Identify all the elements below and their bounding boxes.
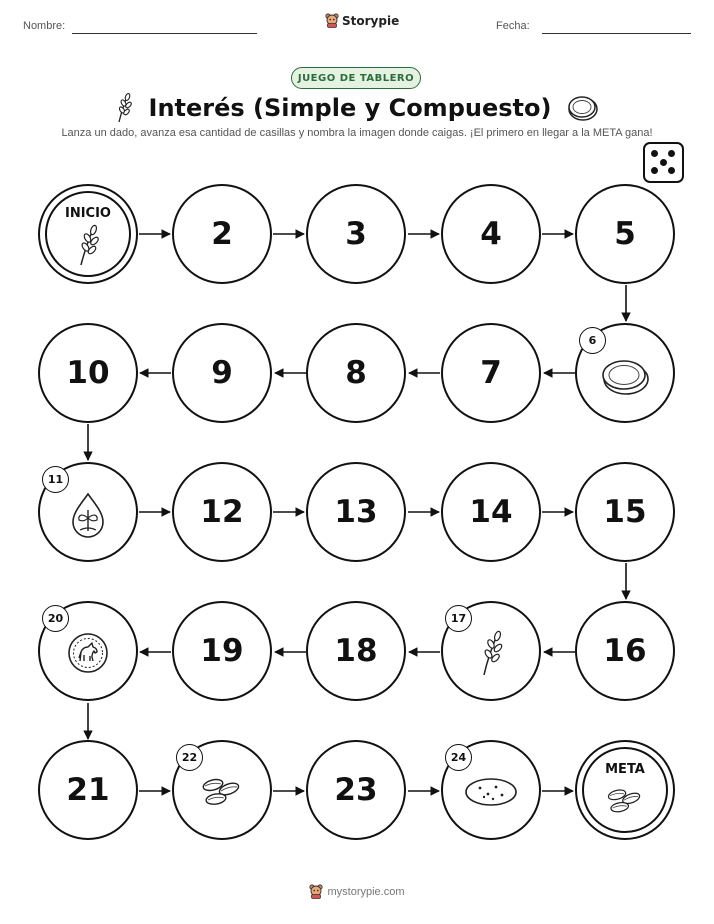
- space-number-tag: 6: [579, 327, 606, 354]
- space-number: 18: [334, 633, 378, 669]
- board-space-23[interactable]: [306, 740, 406, 840]
- board-space-8[interactable]: [306, 323, 406, 423]
- space-number: 2: [211, 216, 233, 252]
- board-space-19[interactable]: [172, 601, 272, 701]
- board-space-5[interactable]: [575, 184, 675, 284]
- page-title: Interés (Simple y Compuesto): [148, 94, 552, 122]
- board-space-11[interactable]: [38, 462, 138, 562]
- space-number: 9: [211, 355, 233, 391]
- space-number: 10: [66, 355, 110, 391]
- bread-icon: [463, 774, 519, 810]
- board-space-16[interactable]: [575, 601, 675, 701]
- goal-label: META: [605, 762, 645, 777]
- space-number-tag: 20: [42, 605, 69, 632]
- space-number: 15: [603, 494, 647, 530]
- board-space-9[interactable]: [172, 323, 272, 423]
- brand-name: Storypie: [342, 13, 400, 28]
- board-space-18[interactable]: [306, 601, 406, 701]
- board-space-12[interactable]: [172, 462, 272, 562]
- space-number: 12: [200, 494, 244, 530]
- wheat-icon: [476, 629, 506, 677]
- board-space-13[interactable]: [306, 462, 406, 562]
- board-space-2[interactable]: [172, 184, 272, 284]
- board-space-15[interactable]: [575, 462, 675, 562]
- horse-coin-icon: [66, 631, 110, 675]
- space-number-tag: 17: [445, 605, 472, 632]
- board-space-21[interactable]: [38, 740, 138, 840]
- board-space-10[interactable]: [38, 323, 138, 423]
- space-number: 19: [200, 633, 244, 669]
- board-space-20[interactable]: [38, 601, 138, 701]
- board-space-17[interactable]: [441, 601, 541, 701]
- name-label: Nombre:: [23, 20, 66, 32]
- board-space-14[interactable]: [441, 462, 541, 562]
- space-number: 13: [334, 494, 378, 530]
- space-number-tag: 22: [176, 744, 203, 771]
- board-space-7[interactable]: [441, 323, 541, 423]
- board-space-3[interactable]: [306, 184, 406, 284]
- space-number-tag: 24: [445, 744, 472, 771]
- board-space-6[interactable]: [575, 323, 675, 423]
- board-space-22[interactable]: [172, 740, 272, 840]
- board-space-start[interactable]: [38, 184, 138, 284]
- game-type-badge: JUEGO DE TABLERO: [291, 67, 421, 89]
- seed-drop-icon: [68, 491, 108, 539]
- space-number: 7: [480, 355, 502, 391]
- coin-icon: [599, 354, 651, 398]
- wheat-icon: [73, 223, 103, 267]
- seeds-icon: [604, 786, 646, 816]
- space-number: 5: [614, 216, 636, 252]
- bear-mascot-icon: [309, 884, 323, 899]
- space-number: 16: [603, 633, 647, 669]
- seeds-icon: [199, 775, 245, 809]
- space-number: 23: [334, 772, 378, 808]
- board-space-24[interactable]: [441, 740, 541, 840]
- board-space-4[interactable]: [441, 184, 541, 284]
- date-label: Fecha:: [496, 20, 530, 32]
- start-label: INICIO: [65, 206, 111, 221]
- space-number: 4: [480, 216, 502, 252]
- footer-url[interactable]: mystorypie.com: [327, 885, 405, 898]
- space-number: 21: [66, 772, 110, 808]
- space-number: 14: [469, 494, 513, 530]
- instructions-text: Lanza un dado, avanza esa cantidad de casillas y nombra la imagen donde caigas. ¡El primero en llegar a la META gana!: [61, 127, 653, 139]
- footer: [0, 884, 714, 899]
- space-number: 3: [345, 216, 367, 252]
- board-space-goal[interactable]: [575, 740, 675, 840]
- space-number: 8: [345, 355, 367, 391]
- space-number-tag: 11: [42, 466, 69, 493]
